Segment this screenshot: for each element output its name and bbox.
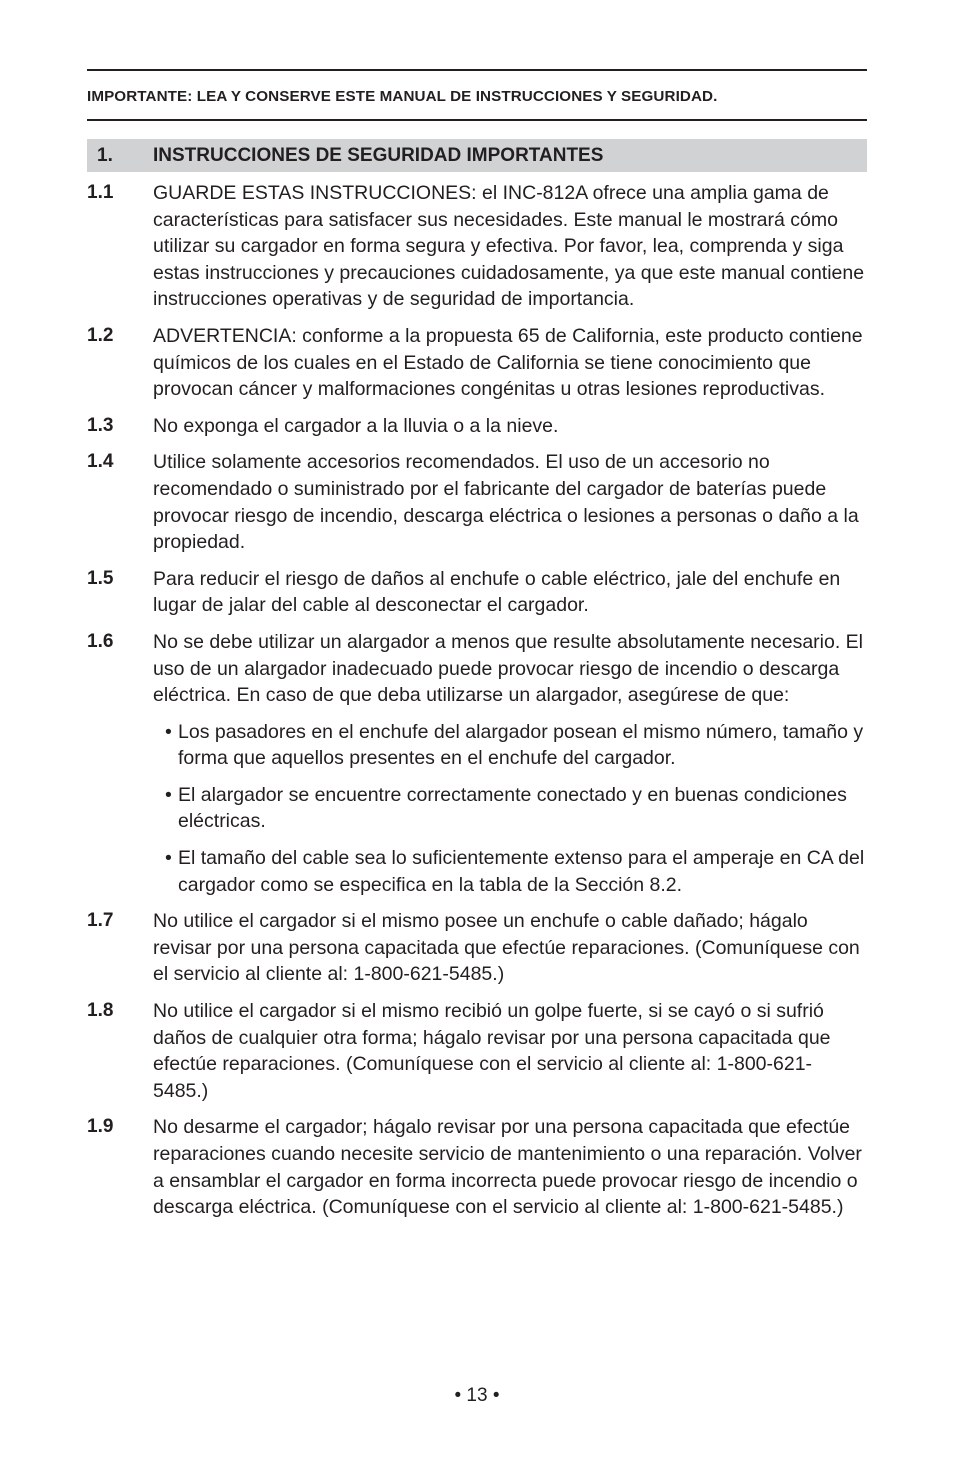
item-text: Utilice solamente accesorios recomendados. El uso de un accesorio no recomendado o suministrado por el fabricante del cargador de baterías puede provocar riesgo de incendio, descarga eléctrica o lesiones a personas o daño a la propiedad.	[153, 451, 859, 554]
item-text: No exponga el cargador a la lluvia o a la nieve.	[153, 414, 559, 437]
item-number: 1.4	[87, 451, 114, 473]
list-item	[87, 908, 867, 988]
section-title: INSTRUCCIONES DE SEGURIDAD IMPORTANTES	[153, 145, 604, 166]
section-heading-bar	[87, 139, 867, 172]
item-number: 1.7	[87, 910, 114, 932]
item-number: 1.3	[87, 414, 114, 436]
item-number: 1.9	[87, 1116, 114, 1138]
header-bottom-rule	[87, 119, 867, 121]
bullet-symbol: •	[165, 847, 172, 870]
item-number: 1.6	[87, 630, 114, 652]
list-item	[87, 566, 867, 619]
item-number: 1.1	[87, 182, 114, 203]
section-number: 1.	[97, 145, 113, 166]
bullet-text: El tamaño del cable sea lo suficientemente extenso para el amperaje en CA del cargador como se especifica en la tabla de la Sección 8.2.	[178, 847, 865, 896]
bullet-symbol: •	[165, 783, 172, 806]
header-note: IMPORTANTE: LEA Y CONSERVE ESTE MANUAL DE INSTRUCCIONES Y SEGURIDAD.	[87, 88, 718, 105]
list-item	[87, 629, 867, 709]
item-text: No utilice el cargador si el mismo posee un enchufe o cable dañado; hágalo revisar por una persona capacitada que efectúe reparaciones. (Comuníquese con el servicio al cliente al: 1-800-621-5485.)	[153, 910, 860, 986]
bullet-text: El alargador se encuentre correctamente conectado y en buenas condiciones eléctricas.	[178, 783, 847, 833]
page-number: • 13 •	[454, 1385, 500, 1406]
list-item	[87, 998, 867, 1104]
item-number: 1.2	[87, 324, 114, 346]
item-text: No utilice el cargador si el mismo recibió un golpe fuerte, si se cayó o si sufrió daños de cualquier otra forma; hágalo revisar por una persona capacitada que efectúe reparaciones. (Comuníquese con el servicio al cliente al: 1-800-621-5485.)	[153, 1000, 831, 1102]
bullet-symbol: •	[165, 720, 172, 743]
top-rule	[87, 69, 867, 71]
bullet-item	[165, 719, 867, 772]
item-text: No se debe utilizar un alargador a menos que resulte absolutamente necesario. El uso de un alargador inadecuado puede provocar riesgo de incendio o descarga eléctrica. En caso de que deba utilizarse un alargador, asegúrese de que:	[153, 630, 864, 707]
item-text: ADVERTENCIA: conforme a la propuesta 65 de California, este producto contiene químicos de los cuales en el Estado de California se tiene conocimiento que provocan cáncer y malformaciones congénitas u otras lesiones reproductivas.	[153, 324, 863, 401]
list-item	[87, 1114, 867, 1220]
bullet-item	[165, 782, 867, 835]
safety-instructions-list	[87, 180, 867, 1231]
item-text: GUARDE ESTAS INSTRUCCIONES: el INC-812A ofrece una amplia gama de características para satisfacer sus necesidades. Este manual le mostrará cómo utilizar su cargador en forma segura y efectiva. Por favor, lea, comprenda y siga estas instrucciones y precauciones cuidadosamente, ya que este manual contiene instrucciones operativas y de seguridad de importancia.	[153, 182, 865, 311]
bullet-item	[165, 845, 867, 898]
item-number: 1.8	[87, 1000, 114, 1022]
item-text: No desarme el cargador; hágalo revisar por una persona capacitada que efectúe reparaciones cuando necesite servicio de mantenimiento o una reparación. Volver a ensamblar el cargador en forma incorrecta puede provocar riesgo de incendio o descarga eléctrica. (Comuníquese con el servicio al cliente al: 1-800-621-5485.)	[153, 1116, 862, 1219]
list-item	[87, 449, 867, 555]
list-item	[87, 323, 867, 403]
list-item	[87, 180, 867, 313]
list-item	[87, 413, 867, 440]
item-number: 1.5	[87, 567, 114, 589]
bullet-text: Los pasadores en el enchufe del alargador posean el mismo número, tamaño y forma que aquellos presentes en el enchufe del cargador.	[178, 720, 864, 770]
extension-cord-bullet-list	[87, 719, 867, 899]
item-text: Para reducir el riesgo de daños al enchufe o cable eléctrico, jale del enchufe en lugar de jalar del cable al desconectar el cargador.	[153, 567, 841, 617]
